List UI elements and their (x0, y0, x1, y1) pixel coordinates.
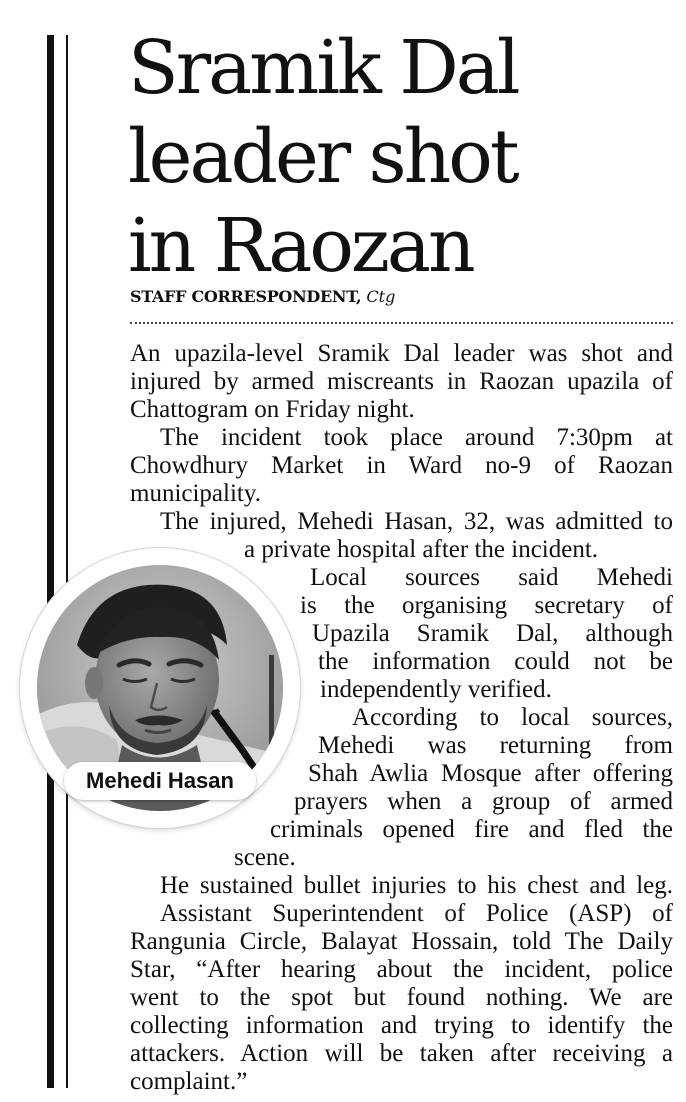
column-rule-thick (47, 35, 54, 1088)
column-rule-thin (66, 35, 68, 1088)
body-line: a private hospital after the incident. (244, 536, 599, 563)
body-line: the information could not be (318, 648, 673, 675)
body-line: Chattogram on Friday night. (130, 396, 415, 423)
body-line: independently verified. (320, 676, 552, 703)
body-line: Mehedi was returning from (318, 732, 673, 759)
body-line: He sustained bullet injuries to his chest and leg. (160, 872, 673, 899)
body-line: Assistant Superintendent of Police (ASP) of (160, 900, 673, 927)
body-line: Upazila Sramik Dal, although (312, 620, 673, 647)
body-line: is the organising secretary of (300, 592, 673, 619)
body-line: The incident took place around 7:30pm at (160, 424, 673, 451)
body-line: scene. (234, 844, 296, 871)
body-line: The injured, Mehedi Hasan, 32, was admitted to (160, 508, 673, 535)
body-line: injured by armed miscreants in Raozan upazila of (130, 368, 673, 395)
body-line: criminals opened fire and fled the (270, 816, 673, 843)
body-line: Chowdhury Market in Ward no-9 of Raozan (130, 452, 673, 479)
body-line: Shah Awlia Mosque after offering (308, 760, 673, 787)
byline (130, 287, 395, 306)
body-line: An upazila-level Sramik Dal leader was shot and (130, 340, 673, 367)
headline-line: Sramik Dal (128, 25, 518, 111)
headline-line: leader shot (128, 114, 517, 200)
byline-divider (130, 322, 673, 324)
body-line: attackers. Action will be taken after receiving a (130, 1040, 673, 1067)
body-line: collecting information and trying to identify the (130, 1012, 673, 1039)
byline-location: Ctg (366, 287, 396, 306)
body-line: According to local sources, (352, 704, 673, 731)
body-line: prayers when a group of armed (294, 788, 673, 815)
body-line: Local sources said Mehedi (310, 564, 673, 591)
body-line: complaint.” (130, 1068, 248, 1095)
body-line: Rangunia Circle, Balayat Hossain, told The Daily (130, 928, 673, 955)
body-line: municipality. (130, 480, 261, 507)
body-line: Star, “After hearing about the incident, police (130, 956, 673, 983)
byline-author: STAFF CORRESPONDENT, (130, 287, 362, 306)
body-line: went to the spot but found nothing. We are (130, 984, 673, 1011)
photo-caption: Mehedi Hasan (64, 762, 256, 800)
headline (128, 24, 668, 291)
headline-line: in Raozan (128, 203, 473, 289)
